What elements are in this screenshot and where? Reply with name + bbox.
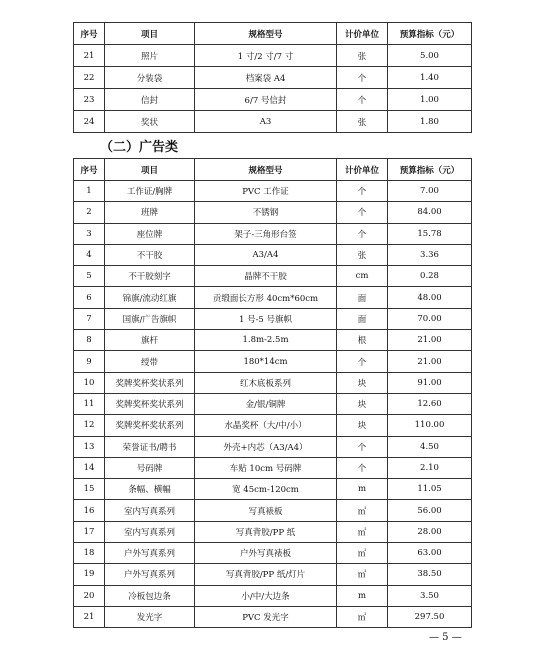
table-row: [74, 111, 472, 133]
cell-budget: 11.05: [388, 479, 472, 500]
table-row: [74, 45, 472, 67]
table-row: [74, 436, 472, 457]
table-row: [74, 372, 472, 393]
cell-unit: 根: [337, 330, 388, 351]
cell-budget: 15.78: [388, 223, 472, 244]
table-row: [74, 457, 472, 478]
table-row: [74, 479, 472, 500]
cell-item: 信封: [105, 89, 195, 111]
cell-item: 座位牌: [105, 223, 195, 244]
cell-index: 5: [74, 266, 105, 287]
cell-spec: 宽 45cm-120cm: [195, 479, 337, 500]
cell-index: 10: [74, 372, 105, 393]
cell-unit: 面: [337, 308, 388, 329]
cell-spec: 写真背胶/PP 纸/灯片: [195, 564, 337, 585]
header-item: 项目: [105, 23, 195, 45]
cell-item: 荣誉证书/聘书: [105, 436, 195, 457]
cell-unit: 张: [337, 244, 388, 265]
cell-unit: 张: [337, 45, 388, 67]
table-row: [74, 244, 472, 265]
header-spec: 规格型号: [195, 23, 337, 45]
cell-budget: 4.50: [388, 436, 472, 457]
table-row: [74, 351, 472, 372]
table-row: [74, 287, 472, 308]
cell-index: 9: [74, 351, 105, 372]
cell-budget: 7.00: [388, 181, 472, 202]
cell-item: 冷板包边条: [105, 585, 195, 606]
cell-spec: 金/银/铜牌: [195, 393, 337, 414]
cell-unit: m: [337, 585, 388, 606]
cell-index: 7: [74, 308, 105, 329]
cell-item: 室内写真系列: [105, 521, 195, 542]
table-row: [74, 223, 472, 244]
table-row: [74, 415, 472, 436]
cell-item: 不干胶刻字: [105, 266, 195, 287]
cell-budget: 5.00: [388, 45, 472, 67]
cell-budget: 56.00: [388, 500, 472, 521]
cell-spec: 水晶奖杯（大/中/小）: [195, 415, 337, 436]
cell-budget: 28.00: [388, 521, 472, 542]
cell-index: 14: [74, 457, 105, 478]
cell-budget: 0.28: [388, 266, 472, 287]
table-row: [74, 564, 472, 585]
cell-index: 23: [74, 89, 105, 111]
cell-spec: 贡缎面长方形 40cm*60cm: [195, 287, 337, 308]
cell-spec: 1 寸/2 寸/7 寸: [195, 45, 337, 67]
cell-index: 3: [74, 223, 105, 244]
cell-item: 绶带: [105, 351, 195, 372]
cell-index: 8: [74, 330, 105, 351]
cell-unit: 张: [337, 111, 388, 133]
table-header-row: [74, 159, 472, 181]
cell-unit: ㎡: [337, 500, 388, 521]
cell-index: 2: [74, 202, 105, 223]
cell-spec: A3/A4: [195, 244, 337, 265]
cell-spec: 户外写真裱板: [195, 543, 337, 564]
cell-index: 13: [74, 436, 105, 457]
table-row: [74, 500, 472, 521]
cell-budget: 63.00: [388, 543, 472, 564]
cell-budget: 2.10: [388, 457, 472, 478]
table-row: [74, 606, 472, 627]
cell-index: 22: [74, 67, 105, 89]
cell-unit: ㎡: [337, 521, 388, 542]
cell-item: 分装袋: [105, 67, 195, 89]
cell-item: 奖状: [105, 111, 195, 133]
cell-index: 19: [74, 564, 105, 585]
cell-budget: 1.00: [388, 89, 472, 111]
budget-table-continued: [73, 22, 472, 133]
cell-unit: 块: [337, 415, 388, 436]
cell-unit: ㎡: [337, 564, 388, 585]
cell-budget: 91.00: [388, 372, 472, 393]
cell-index: 24: [74, 111, 105, 133]
cell-unit: ㎡: [337, 606, 388, 627]
table-row: [74, 330, 472, 351]
cell-unit: 个: [337, 67, 388, 89]
cell-budget: 48.00: [388, 287, 472, 308]
header-unit: 计价单位: [337, 159, 388, 181]
cell-item: 锦旗/流动红旗: [105, 287, 195, 308]
header-spec: 规格型号: [195, 159, 337, 181]
cell-index: 4: [74, 244, 105, 265]
cell-spec: 写真裱板: [195, 500, 337, 521]
cell-spec: 档案袋 A4: [195, 67, 337, 89]
cell-index: 20: [74, 585, 105, 606]
table-row: [74, 585, 472, 606]
cell-budget: 1.40: [388, 67, 472, 89]
cell-index: 6: [74, 287, 105, 308]
cell-unit: cm: [337, 266, 388, 287]
cell-index: 18: [74, 543, 105, 564]
cell-index: 21: [74, 45, 105, 67]
cell-index: 1: [74, 181, 105, 202]
table-row: [74, 543, 472, 564]
cell-budget: 110.00: [388, 415, 472, 436]
cell-index: 12: [74, 415, 105, 436]
cell-unit: 个: [337, 223, 388, 244]
cell-unit: 个: [337, 436, 388, 457]
cell-item: 国旗/广告旗帜: [105, 308, 195, 329]
cell-spec: 外壳+内芯（A3/A4）: [195, 436, 337, 457]
table-row: [74, 89, 472, 111]
cell-spec: 1.8m-2.5m: [195, 330, 337, 351]
cell-spec: PVC 工作证: [195, 181, 337, 202]
section-title: （二）广告类: [100, 140, 179, 155]
cell-item: 旗杆: [105, 330, 195, 351]
cell-spec: 1 号-5 号旗帜: [195, 308, 337, 329]
table-row: [74, 266, 472, 287]
cell-unit: 个: [337, 181, 388, 202]
table-row: [74, 308, 472, 329]
header-unit: 计价单位: [337, 23, 388, 45]
table-row: [74, 181, 472, 202]
cell-item: 班牌: [105, 202, 195, 223]
cell-budget: 12.60: [388, 393, 472, 414]
cell-item: 奖牌奖杯奖状系列: [105, 393, 195, 414]
cell-unit: 个: [337, 457, 388, 478]
cell-budget: 84.00: [388, 202, 472, 223]
cell-item: 室内写真系列: [105, 500, 195, 521]
cell-item: 奖牌奖杯奖状系列: [105, 415, 195, 436]
advertising-budget-table: [73, 158, 472, 628]
cell-spec: 180*14cm: [195, 351, 337, 372]
cell-spec: 晶牌不干胶: [195, 266, 337, 287]
header-index: 序号: [74, 23, 105, 45]
cell-spec: 架子-三角形台签: [195, 223, 337, 244]
cell-unit: 个: [337, 202, 388, 223]
cell-item: 工作证/胸牌: [105, 181, 195, 202]
cell-spec: 红木底板系列: [195, 372, 337, 393]
cell-spec: 不锈钢: [195, 202, 337, 223]
cell-unit: 个: [337, 89, 388, 111]
cell-unit: ㎡: [337, 543, 388, 564]
cell-item: 不干胶: [105, 244, 195, 265]
table-row: [74, 393, 472, 414]
cell-index: 15: [74, 479, 105, 500]
page-number: — 5 —: [429, 632, 462, 643]
cell-index: 11: [74, 393, 105, 414]
cell-budget: 21.00: [388, 330, 472, 351]
cell-item: 户外写真系列: [105, 543, 195, 564]
cell-spec: 小/中/大边条: [195, 585, 337, 606]
header-index: 序号: [74, 159, 105, 181]
cell-budget: 1.80: [388, 111, 472, 133]
cell-budget: 3.50: [388, 585, 472, 606]
header-item: 项目: [105, 159, 195, 181]
cell-unit: m: [337, 479, 388, 500]
cell-item: 户外写真系列: [105, 564, 195, 585]
cell-spec: 写真背胶/PP 纸: [195, 521, 337, 542]
header-budget: 预算指标（元）: [388, 159, 472, 181]
cell-index: 21: [74, 606, 105, 627]
cell-spec: 车贴 10cm 号码牌: [195, 457, 337, 478]
cell-spec: A3: [195, 111, 337, 133]
cell-unit: 个: [337, 351, 388, 372]
table-row: [74, 67, 472, 89]
table-row: [74, 521, 472, 542]
cell-budget: 21.00: [388, 351, 472, 372]
cell-budget: 297.50: [388, 606, 472, 627]
cell-item: 号码牌: [105, 457, 195, 478]
cell-unit: 块: [337, 372, 388, 393]
cell-unit: 块: [337, 393, 388, 414]
cell-item: 奖牌奖杯奖状系列: [105, 372, 195, 393]
cell-budget: 38.50: [388, 564, 472, 585]
cell-item: 照片: [105, 45, 195, 67]
cell-unit: 面: [337, 287, 388, 308]
table-row: [74, 202, 472, 223]
cell-index: 17: [74, 521, 105, 542]
cell-spec: 6/7 号信封: [195, 89, 337, 111]
cell-index: 16: [74, 500, 105, 521]
cell-spec: PVC 发光字: [195, 606, 337, 627]
cell-item: 发光字: [105, 606, 195, 627]
header-budget: 预算指标（元）: [388, 23, 472, 45]
cell-budget: 3.36: [388, 244, 472, 265]
cell-item: 条幅、横幅: [105, 479, 195, 500]
table-header-row: [74, 23, 472, 45]
cell-budget: 70.00: [388, 308, 472, 329]
